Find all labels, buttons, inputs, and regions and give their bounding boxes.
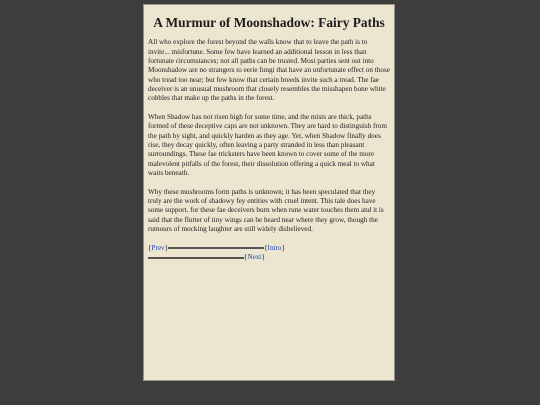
- nav-divider: [168, 247, 264, 249]
- paragraph: All who explore the forest beyond the walls know that to leave the path is to invite... misfortune. Some few have learned an additional lesson in less than fortunate circumstances; not all paths can be trusted. Most parties sent out into Moonshadow are no strangers to eerie fungi that have an unfortunate effect on those who tread too near; but few know that certain breeds invite such a tread. The fae deceiver is an unusual mushroom that closely resembles the misshapen bone white cobbles that make up the paths in the forest.: [148, 38, 390, 103]
- nav-row-top: [148, 244, 390, 253]
- paragraph: Why these mushrooms form paths is unknown; it has been speculated that they truly are the work of shadowy fey entities with cruel intent. This tale does have some support, for these fae deceivers burn when rune water touches them and it is said that the flutter of tiny wings can be heard near where they grow, though the rumours of mocking laughter are still widely disbelieved.: [148, 187, 384, 233]
- close-bracket: }: [261, 252, 265, 261]
- page-title: A Murmur of Moonshadow: Fairy Paths: [153, 15, 385, 30]
- close-bracket: }: [164, 243, 169, 252]
- intro-link[interactable]: Intro: [267, 243, 282, 252]
- next-link[interactable]: Next: [247, 252, 262, 261]
- prev-link[interactable]: Prev: [151, 243, 165, 252]
- article-page: [143, 4, 395, 381]
- paragraph: When Shadow has not risen high for some time, and the mists are thick, paths formed of these deceptive caps are not unknown. They are hard to distinguish from the path by sight, and quickly harden as they age. Yet, when Shadow finally does rise, they decay quickly, often leaving a party stranded in less than pleasant surroundings. These fae tricksters have been known to cover some of the more malevolent pitfalls of the forest, their dissolution offering a quick meal to what waits beneath.: [148, 113, 387, 178]
- nav-divider: [148, 257, 244, 259]
- nav-row-bottom: [148, 253, 390, 262]
- open-bracket: {: [148, 243, 152, 252]
- open-bracket: {: [244, 252, 248, 261]
- close-bracket: }: [281, 243, 285, 252]
- open-bracket: {: [264, 243, 268, 252]
